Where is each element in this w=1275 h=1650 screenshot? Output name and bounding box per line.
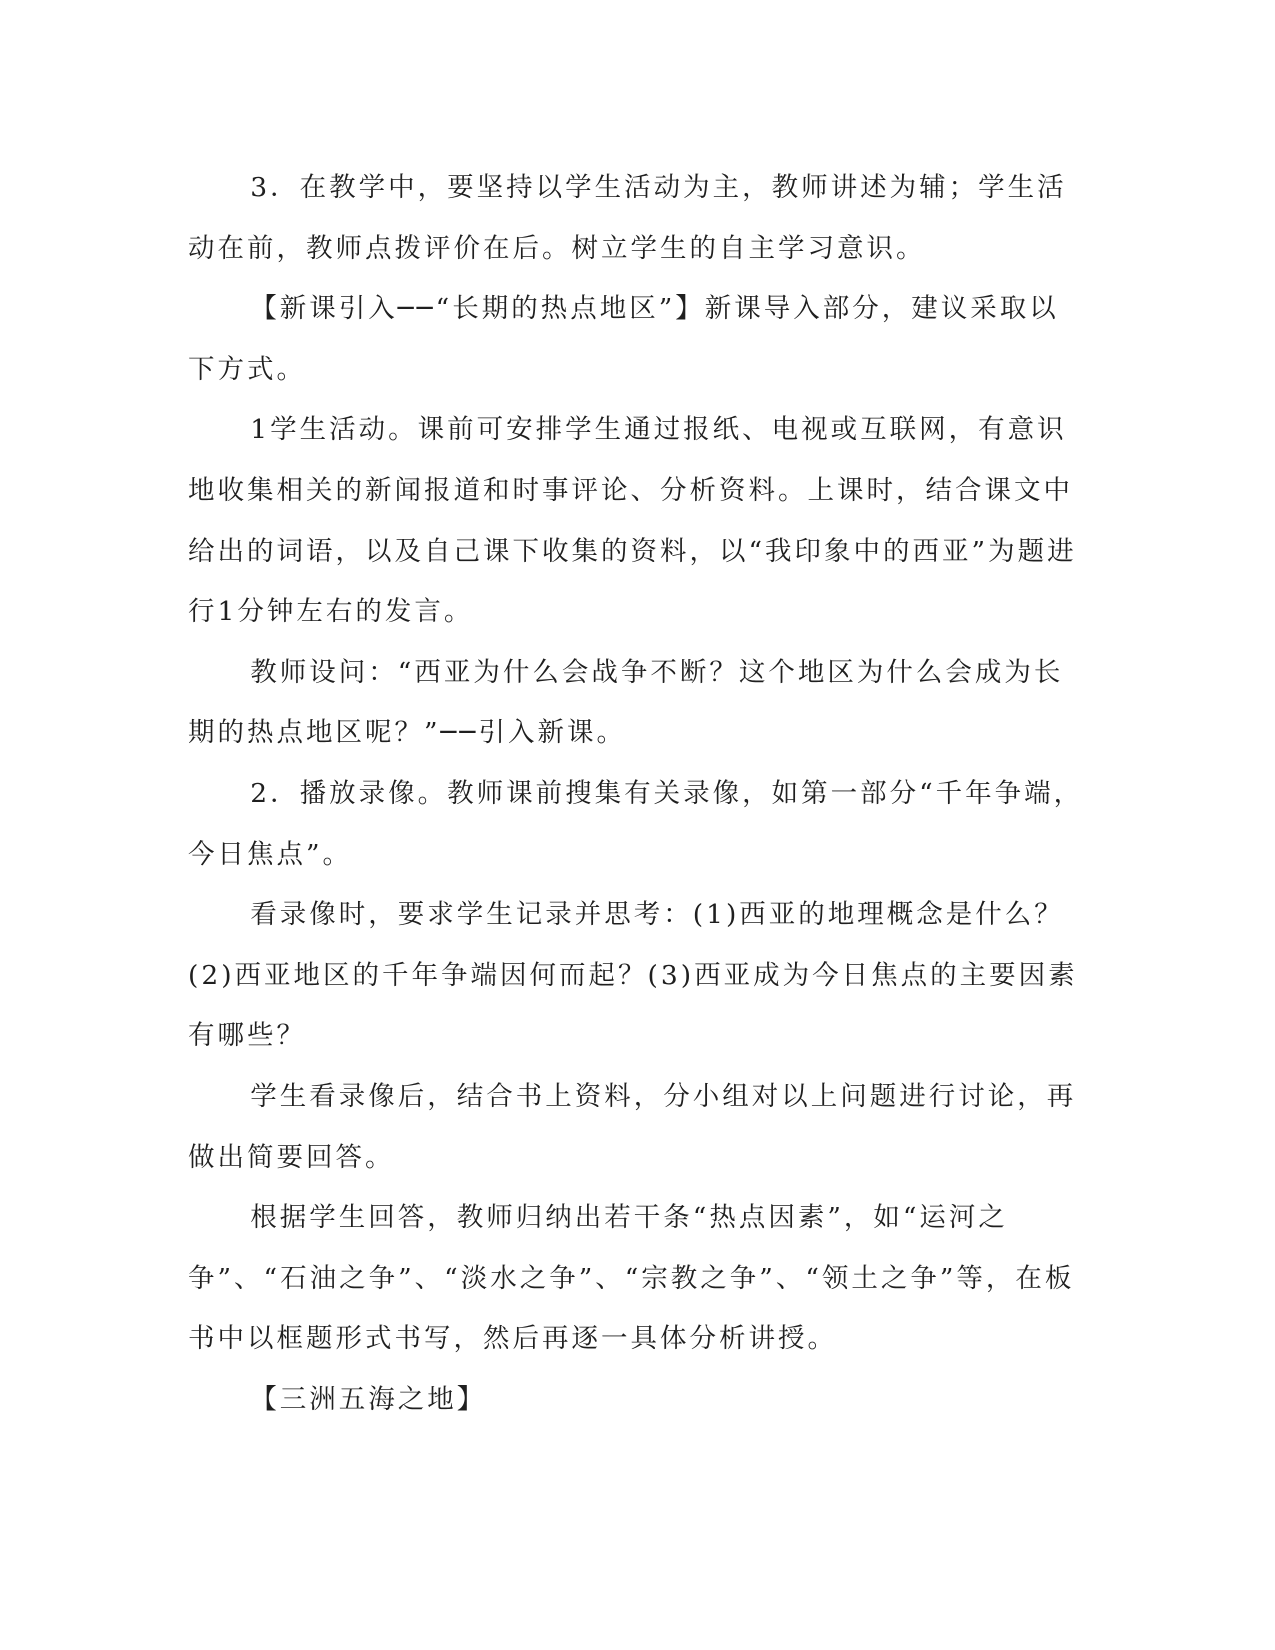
document-body — [188, 158, 1088, 1430]
paragraph-video-questions: 看录像时，要求学生记录并思考：(1)西亚的地理概念是什么？(2)西亚地区的千年争端因何而起？(3)西亚成为今日焦点的主要因素有哪些？ — [188, 899, 1078, 1052]
paragraph-new-lesson-intro: 【新课引入──“长期的热点地区”】新课导入部分，建议采取以下方式。 — [188, 293, 1059, 385]
paragraph-teacher-question: 教师设问：“西亚为什么会战争不断？这个地区为什么会成为长期的热点地区呢？”──引入新课。 — [188, 656, 1064, 749]
section-heading-three-continents: 【三洲五海之地】 — [250, 1383, 487, 1415]
paragraph-teaching-principle: 3．在教学中，要坚持以学生活动为主，教师讲述为辅；学生活动在前，教师点拨评价在后。树立学生的自主学习意识。 — [188, 172, 1067, 264]
paragraph-group-discussion: 学生看录像后，结合书上资料，分小组对以上问题进行讨论，再做出简要回答。 — [188, 1080, 1077, 1173]
paragraph-hotspot-factors: 根据学生回答，教师归纳出若干条“热点因素”，如“运河之争”、“石油之争”、“淡水之争”、“宗教之争”、“领土之争”等，在板书中以框题形式书写，然后再逐一具体分析讲授。 — [188, 1202, 1075, 1355]
paragraph-student-activity: 1学生活动。课前可安排学生通过报纸、电视或互联网，有意识地收集相关的新闻报道和时事评论、分析资料。上课时，结合课文中给出的词语，以及自己课下收集的资料，以“我印象中的西亚”为题进行1分钟左右的发言。 — [188, 414, 1077, 628]
paragraph-play-video: 2．播放录像。教师课前搜集有关录像，如第一部分“千年争端，今日焦点”。 — [188, 777, 1084, 870]
